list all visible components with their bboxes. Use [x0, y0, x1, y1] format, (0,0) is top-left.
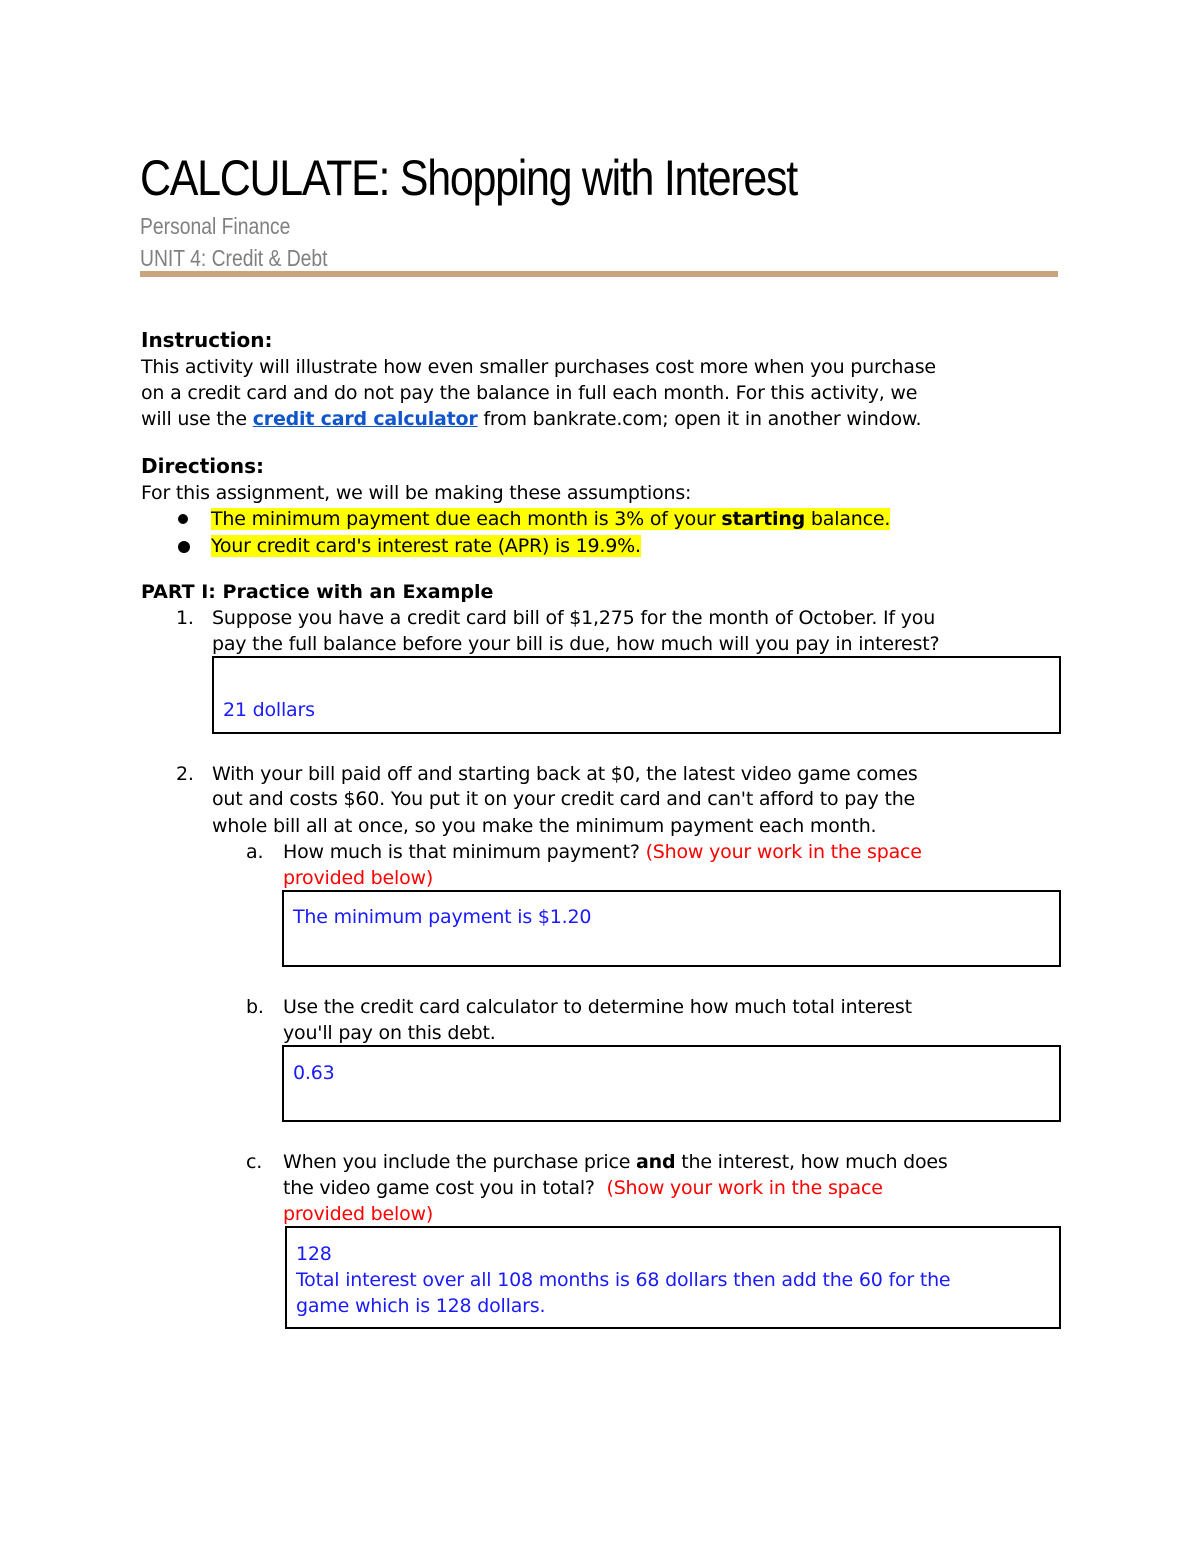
directions-heading: Directions:	[141, 454, 265, 478]
assumption-min-payment	[211, 506, 890, 532]
question-2a-text: How much is that minimum payment?	[283, 841, 646, 863]
question-2c-post: the interest, how much does	[675, 1151, 948, 1173]
assumption-1-post: balance.	[805, 508, 891, 530]
question-2-line-3: whole bill all at once, so you make the minimum payment each month.	[212, 815, 877, 837]
assumption-2-text: Your credit card's interest rate (APR) is 19.9%.	[211, 535, 641, 557]
question-2a-answer: The minimum payment is $1.20	[293, 906, 592, 928]
question-2-number: 2.	[176, 763, 194, 785]
question-2-line-2: out and costs $60. You put it on your credit card and can't afford to pay the	[212, 788, 916, 810]
question-1-line-2: pay the full balance before your bill is due, how much will you pay in interest?	[212, 633, 940, 655]
question-1-answer: 21 dollars	[223, 699, 315, 721]
credit-card-calculator-link[interactable]: credit card calculator	[252, 408, 478, 430]
question-2c-answer-line-2: Total interest over all 108 months is 68 dollars then add the 60 for the	[296, 1269, 951, 1291]
header-divider	[140, 271, 1058, 277]
question-2c-answer-box[interactable]	[285, 1226, 1061, 1329]
question-2c-pre: When you include the purchase price	[283, 1151, 637, 1173]
question-2c-answer-line-3: game which is 128 dollars.	[296, 1295, 546, 1317]
instruction-line-3-end: from bankrate.com; open it in another window.	[477, 408, 922, 430]
assumption-1-text	[211, 508, 890, 530]
question-2c-letter: c.	[246, 1151, 263, 1173]
question-2c-bold: and	[636, 1151, 676, 1173]
course-name: Personal Finance	[140, 213, 291, 239]
question-2c-note-line-2: provided below)	[283, 1203, 434, 1225]
question-2a-note: (Show your work in the space	[645, 841, 922, 863]
instruction-line-1: This activity will illustrate how even smaller purchases cost more when you purchase	[141, 356, 936, 378]
question-2a-letter: a.	[246, 841, 264, 863]
question-2a-line-1	[283, 839, 922, 865]
question-2c-line-1	[283, 1149, 948, 1175]
question-2b-letter: b.	[246, 996, 264, 1018]
instruction-line-3-start: will use the	[141, 408, 253, 430]
question-2c-answer-line-1: 128	[296, 1243, 332, 1265]
instruction-line-3	[141, 406, 921, 432]
instruction-line-2: on a credit card and do not pay the balance in full each month. For this activity, we	[141, 382, 918, 404]
directions-intro: For this assignment, we will be making these assumptions:	[141, 482, 692, 504]
question-2a-note-line-2: provided below)	[283, 867, 434, 889]
assumption-apr	[211, 533, 641, 559]
question-1-line-1: Suppose you have a credit card bill of $1,275 for the month of October. If you	[212, 607, 936, 629]
question-2-line-1: With your bill paid off and starting back at $0, the latest video game comes	[212, 763, 918, 785]
question-2b-answer-box[interactable]	[282, 1045, 1061, 1122]
question-2c-note: (Show your work in the space	[606, 1177, 883, 1199]
bullet-icon	[178, 541, 190, 553]
question-1-number: 1.	[176, 607, 194, 629]
assumption-1-bold: starting	[721, 508, 806, 530]
question-2c-line-2	[283, 1175, 883, 1201]
question-1-answer-box[interactable]	[212, 656, 1061, 734]
question-2a-answer-box[interactable]	[282, 890, 1061, 967]
question-2c-text: the video game cost you in total?	[283, 1177, 607, 1199]
part-1-heading: PART I: Practice with an Example	[141, 581, 494, 603]
unit-name: UNIT 4: Credit & Debt	[140, 245, 328, 271]
question-2b-line-2: you'll pay on this debt.	[283, 1022, 496, 1044]
assumption-1-pre: The minimum payment due each month is 3% of your	[211, 508, 722, 530]
question-2b-line-1: Use the credit card calculator to determine how much total interest	[283, 996, 912, 1018]
page-title: CALCULATE: Shopping with Interest	[140, 150, 797, 206]
bullet-icon	[178, 514, 188, 524]
instruction-heading: Instruction:	[141, 328, 273, 352]
question-2b-answer: 0.63	[293, 1062, 335, 1084]
